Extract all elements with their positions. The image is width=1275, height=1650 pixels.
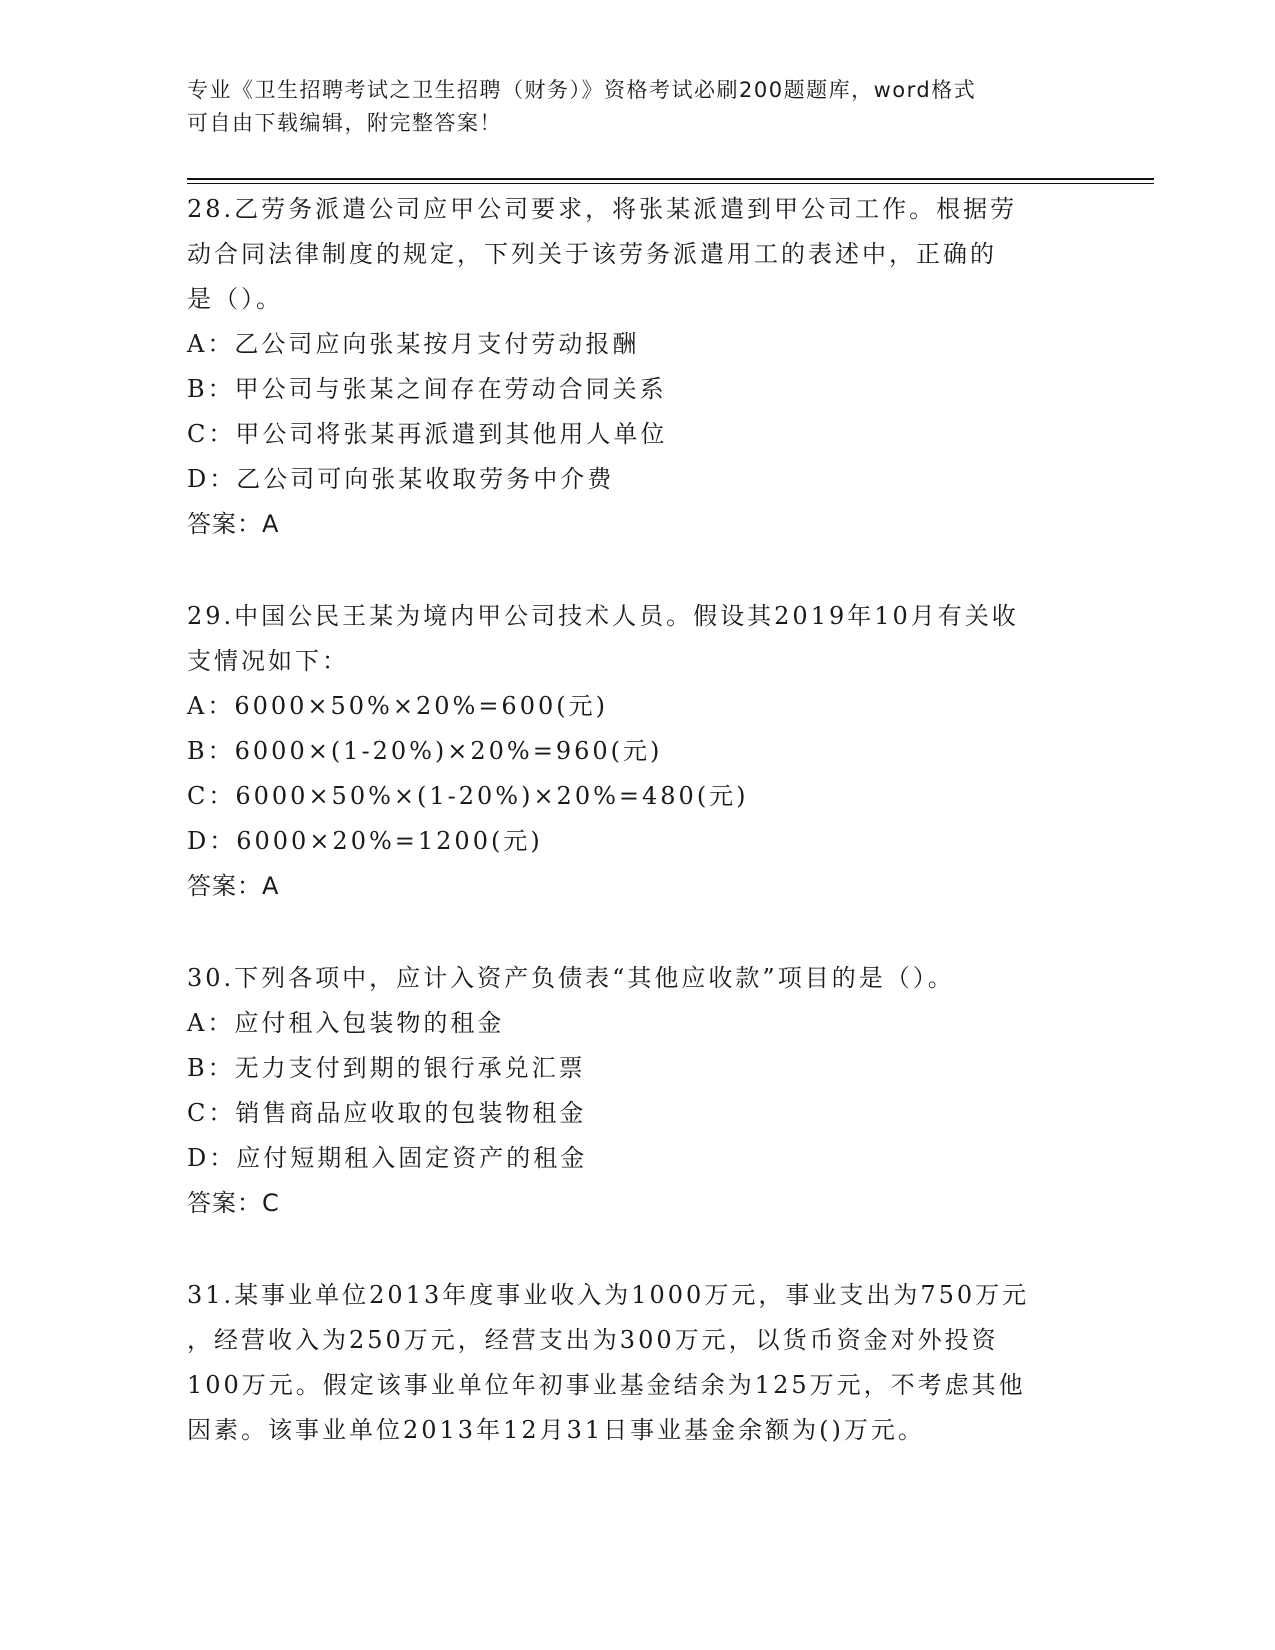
question-stem-line: 30.下列各项中，应计入资产负债表“其他应收款”项目的是（）。 (187, 964, 955, 992)
option-d: D：6000×20%=1200(元) (187, 827, 543, 855)
option-a: A：应付租入包装物的租金 (187, 1009, 505, 1037)
option-a: A：乙公司应向张某按月支付劳动报酬 (187, 330, 640, 358)
header-divider-thick (187, 178, 1154, 180)
header-line-2: 可自由下载编辑，附完整答案！ (187, 111, 502, 135)
question-spacer (187, 909, 1087, 956)
question-stem-line: 31.某事业单位2013年度事业收入为1000万元，事业支出为750万元 (187, 1281, 1030, 1309)
question-stem-line: 动合同法律制度的规定，下列关于该劳务派遣用工的表述中，正确的 (187, 240, 997, 268)
answer-label: 答案：A (187, 872, 280, 900)
question-stem-line: 因素。该事业单位2013年12月31日事业基金余额为()万元。 (187, 1416, 925, 1444)
question-spacer (187, 1226, 1087, 1273)
question-stem-line: ，经营收入为250万元，经营支出为300万元，以货币资金对外投资 (187, 1326, 999, 1354)
option-c: C：甲公司将张某再派遣到其他用人单位 (187, 420, 668, 448)
question-stem-line: 28.乙劳务派遣公司应甲公司要求，将张某派遣到甲公司工作。根据劳 (187, 195, 1018, 223)
option-b: B：甲公司与张某之间存在劳动合同关系 (187, 375, 667, 403)
question-list (187, 187, 1087, 1453)
option-b: B：无力支付到期的银行承兑汇票 (187, 1054, 586, 1082)
option-d: D：乙公司可向张某收取劳务中介费 (187, 465, 615, 493)
answer-label: 答案：A (187, 510, 280, 538)
option-b: B：6000×(1-20%)×20%=960(元) (187, 737, 663, 765)
question-spacer (187, 547, 1087, 594)
question-stem-line: 是（）。 (187, 285, 283, 313)
option-c: C：6000×50%×(1-20%)×20%=480(元) (187, 782, 749, 810)
question-29 (187, 594, 1087, 909)
question-stem-line: 100万元。假定该事业单位年初事业基金结余为125万元，不考虑其他 (187, 1371, 1026, 1399)
question-stem-line: 29.中国公民王某为境内甲公司技术人员。假设其2019年10月有关收 (187, 602, 1019, 630)
question-28 (187, 187, 1087, 547)
option-c: C：销售商品应收取的包装物租金 (187, 1099, 587, 1127)
question-31 (187, 1273, 1087, 1453)
question-stem-line: 支情况如下： (187, 647, 349, 675)
question-30 (187, 956, 1087, 1226)
header-line-1: 专业《卫生招聘考试之卫生招聘（财务）》资格考试必刷200题题库，word格式 (187, 78, 977, 102)
header-divider-thin (187, 183, 1154, 184)
document-header (187, 74, 1087, 140)
option-a: A：6000×50%×20%=600(元) (187, 692, 608, 720)
option-d: D：应付短期租入固定资产的租金 (187, 1144, 588, 1172)
answer-label: 答案：C (187, 1189, 280, 1217)
